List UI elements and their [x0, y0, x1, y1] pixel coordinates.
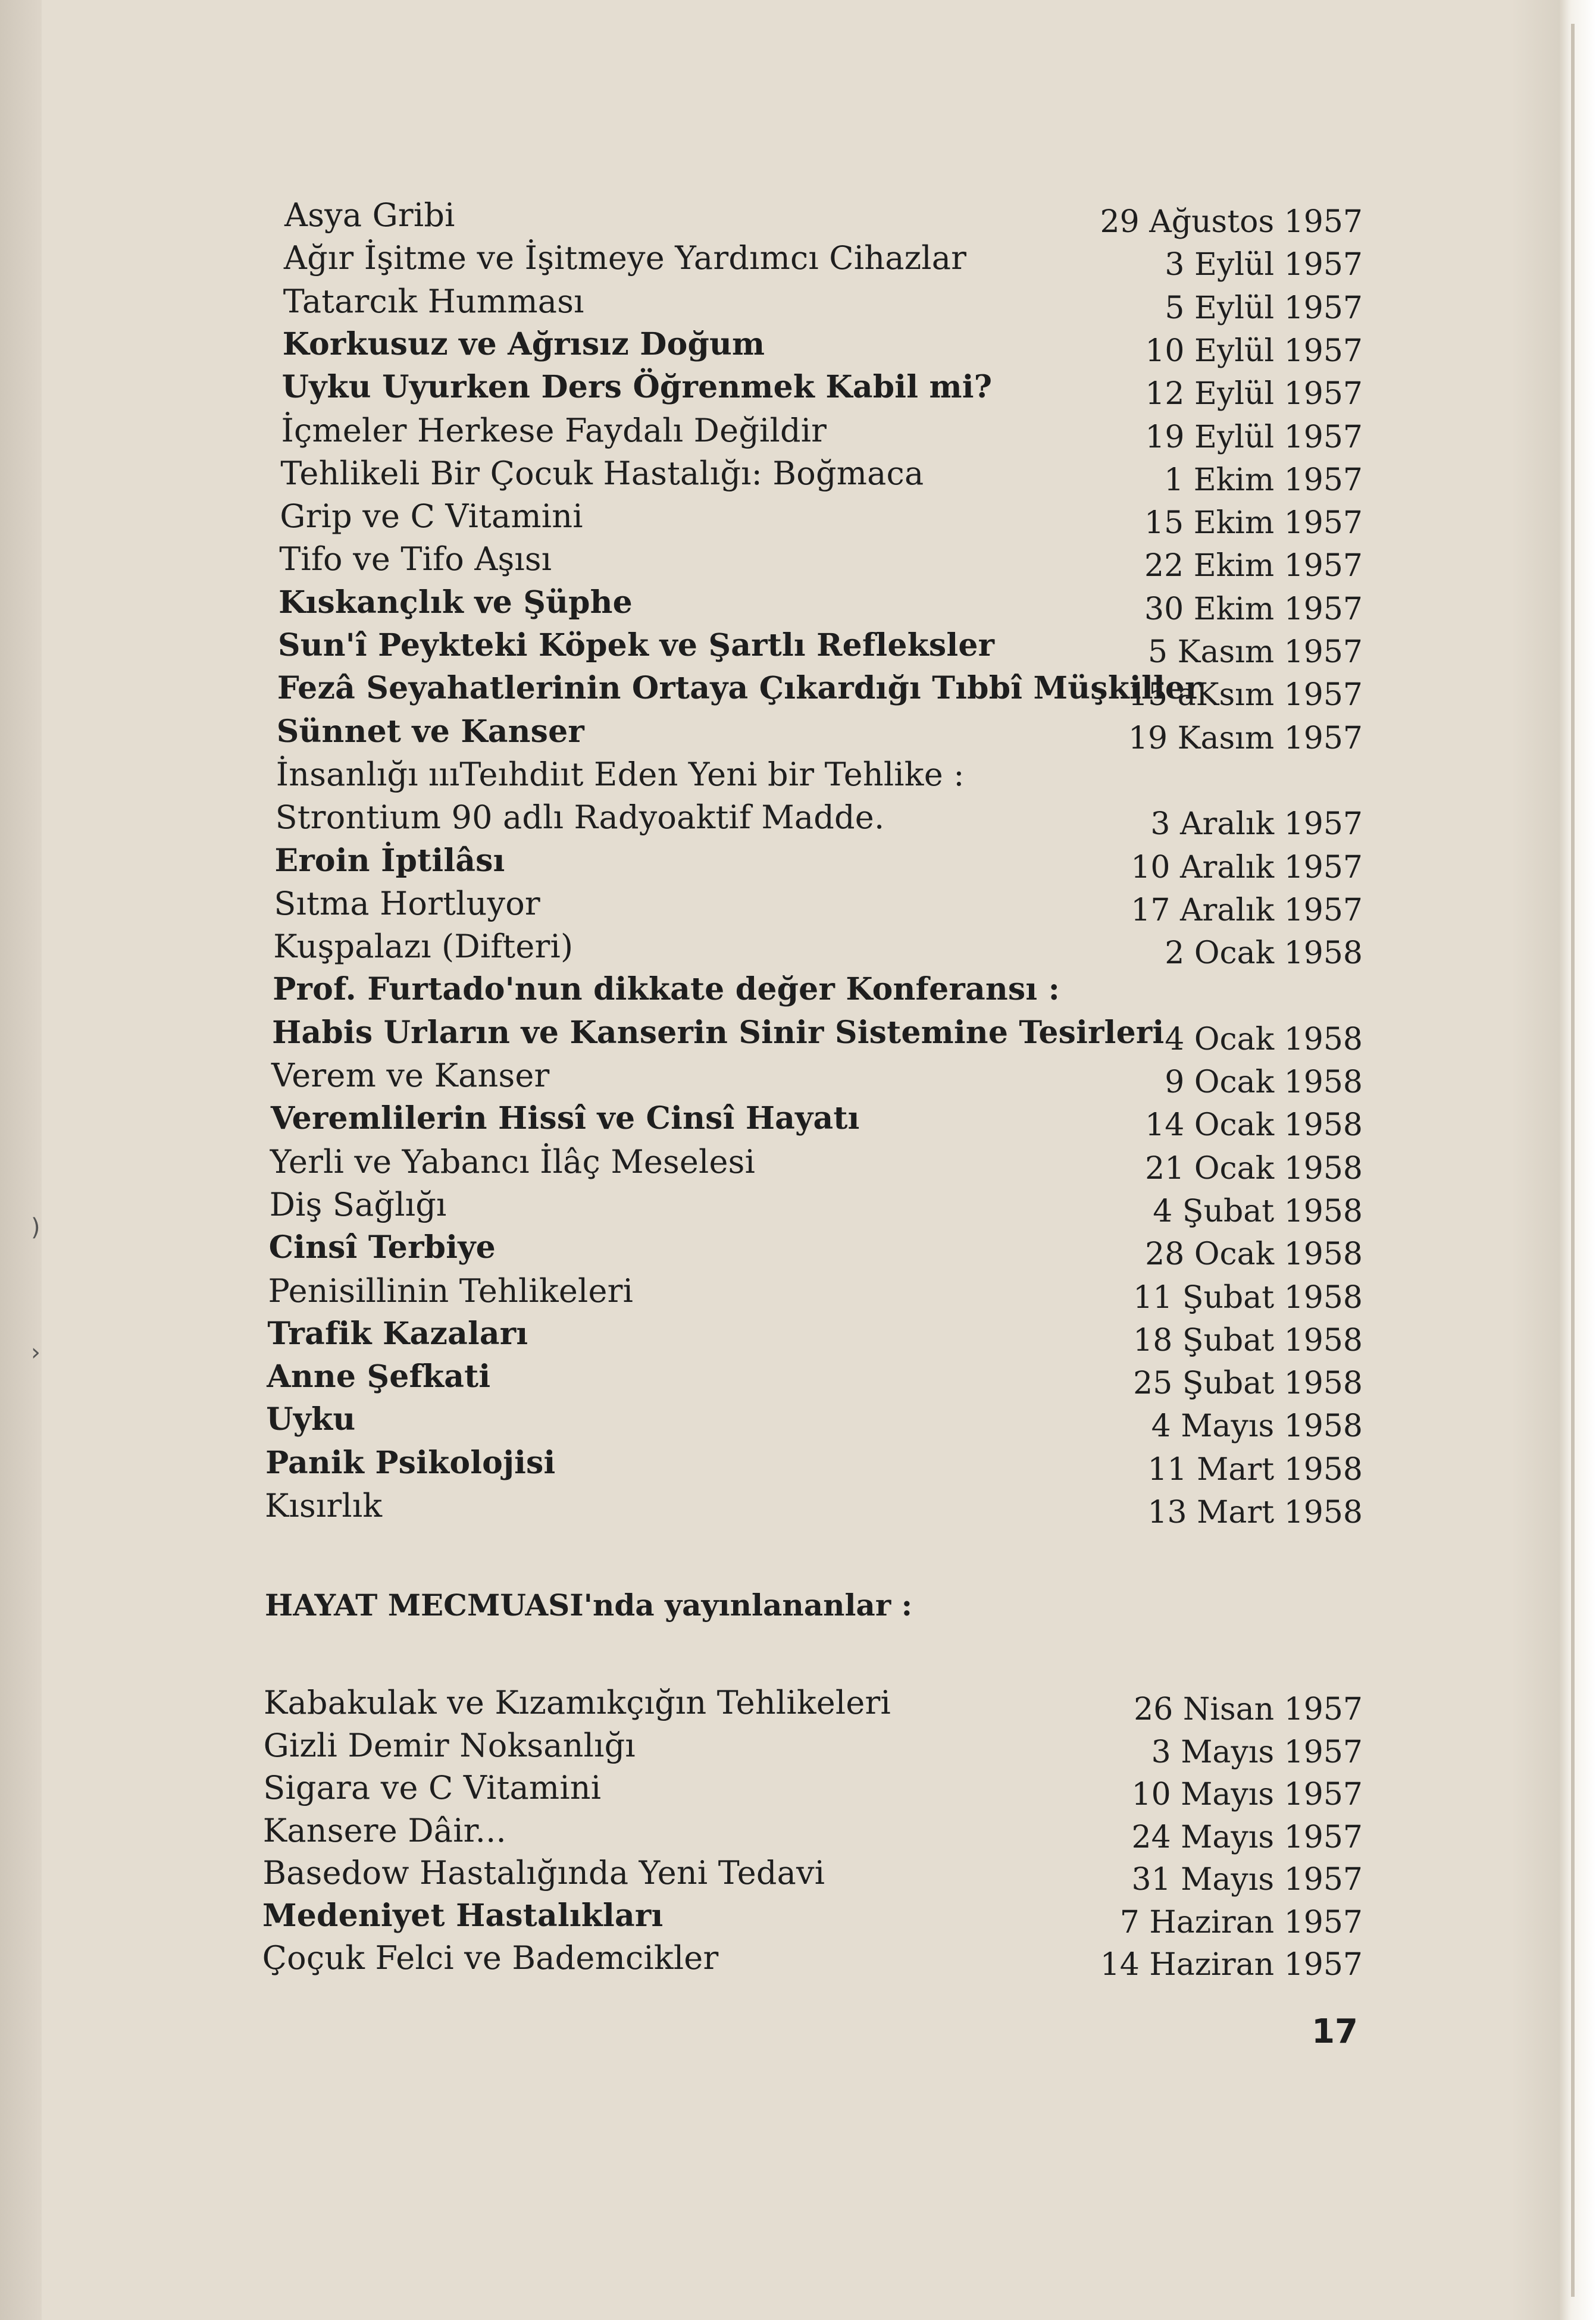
- publication-date: 22 Ekim 1957: [1144, 548, 1363, 584]
- article-title: Ağır İşitme ve İşitmeye Yardımcı Cihazlar: [283, 239, 967, 277]
- publication-date: 14 Haziran 1957: [1100, 1947, 1363, 1983]
- list-item: [0, 236, 1596, 283]
- article-title: Penisillinin Tehlikeleri: [268, 1272, 634, 1310]
- publication-date: 13 Mart 1958: [1147, 1495, 1363, 1530]
- list-item: [0, 710, 1596, 756]
- publication-date: 5 Eylül 1957: [1165, 290, 1363, 326]
- publication-date: 3 Aralık 1957: [1150, 806, 1363, 843]
- list-item: [0, 1851, 1596, 1898]
- article-title: Habis Urların ve Kanserin Sinir Sistemine Tesirleri: [272, 1014, 1165, 1051]
- publication-date: 30 Ekim 1957: [1144, 591, 1363, 627]
- article-title: Asya Gribi: [284, 196, 455, 234]
- list-item: [0, 1140, 1596, 1184]
- list-item: [0, 624, 1596, 670]
- publication-date: 21 Ocak 1958: [1145, 1150, 1363, 1186]
- list-item: [0, 1894, 1596, 1940]
- list-item: [0, 796, 1596, 843]
- list-item: [0, 666, 1596, 713]
- article-title: Tehlikeli Bir Çocuk Hastalığı: Boğmaca: [280, 454, 924, 492]
- article-title: Prof. Furtado'nun dikkate değer Konferansı :: [273, 971, 1060, 1008]
- article-title: Sıtma Hortluyor: [274, 884, 540, 922]
- publication-date: 3 Mayıs 1957: [1151, 1734, 1363, 1770]
- article-title: Verem ve Kanser: [271, 1057, 550, 1094]
- publication-date: 11 Şubat 1958: [1133, 1279, 1363, 1316]
- publication-date: 3 Eylül 1957: [1165, 247, 1363, 283]
- publication-date: 26 Nisan 1957: [1134, 1692, 1363, 1727]
- list-item: [0, 1809, 1596, 1855]
- article-title: Kabakulak ve Kızamıkçığın Tehlikeleri: [264, 1684, 891, 1721]
- article-title: Veremlilerin Hissî ve Cinsî Hayatı: [270, 1100, 860, 1137]
- article-title: Uyku: [266, 1401, 356, 1438]
- list-item: [0, 925, 1596, 972]
- publication-date: 19 Kasım 1957: [1128, 720, 1363, 756]
- publication-date: 11 Mart 1958: [1147, 1451, 1363, 1488]
- article-title: Uyku Uyurken Ders Öğrenmek Kabil mi?: [281, 369, 993, 406]
- publication-date: 1 Ekim 1957: [1164, 462, 1363, 498]
- list-item: [0, 1484, 1596, 1530]
- list-item: [0, 1936, 1596, 1983]
- article-title: Kuşpalazı (Difteri): [273, 928, 574, 966]
- publication-date: 5 Kasım 1957: [1148, 634, 1363, 670]
- publication-date: 10 Aralık 1957: [1131, 849, 1363, 885]
- article-title: Sünnet ve Kanser: [276, 713, 585, 750]
- section-heading: HAYAT MECMUASI'nda yayınlananlar :: [265, 1588, 913, 1623]
- article-title: Strontium 90 adlı Radyoaktif Madde.: [275, 799, 885, 837]
- article-title: Grip ve C Vitamini: [280, 497, 583, 536]
- article-title: Eroin İptilâsı: [274, 842, 505, 879]
- article-title: İnsanlığı ıııTeıhdiıt Eden Yeni bir Tehlike :: [276, 755, 965, 793]
- publication-date: 17 Aralık 1957: [1131, 892, 1363, 928]
- page-number: 17: [1312, 2012, 1358, 2051]
- publication-date: 19 Eylül 1957: [1145, 419, 1363, 455]
- article-title: Tatarcık Humması: [283, 282, 584, 320]
- article-title: Çoçuk Felci ve Bademcikler: [262, 1939, 719, 1977]
- list-item: [0, 1097, 1596, 1144]
- list-item: [0, 1011, 1596, 1057]
- list-item: [0, 452, 1596, 498]
- article-title: Diş Sağlığı: [269, 1185, 447, 1223]
- list-item: [0, 280, 1596, 326]
- publication-date: 7 Haziran 1957: [1119, 1904, 1363, 1940]
- list-item: [0, 323, 1596, 369]
- list-item: [0, 882, 1596, 928]
- article-title: Kansere Dâir...: [262, 1811, 506, 1849]
- publication-date: 4 Ocak 1958: [1165, 1021, 1363, 1057]
- publication-date: 15 Ekim 1957: [1144, 505, 1363, 541]
- list-item: [0, 1398, 1596, 1445]
- list-item: [0, 193, 1596, 240]
- article-title: Sigara ve C Vitamini: [263, 1769, 602, 1806]
- list-item: [0, 1681, 1596, 1727]
- article-title: Sun'î Peykteki Köpek ve Şartlı Refleksler: [278, 627, 995, 663]
- publication-date: 15 aKsım 1957: [1128, 677, 1363, 713]
- article-title: Kısırlık: [265, 1487, 383, 1524]
- article-title: Anne Şefkati: [267, 1358, 491, 1395]
- list-item: [0, 537, 1596, 584]
- article-title: Panik Psikolojisi: [265, 1444, 556, 1481]
- list-item: [0, 1226, 1596, 1273]
- article-title: Fezâ Seyahatlerinin Ortaya Çıkardığı Tıbbî Müşkiller: [277, 670, 1201, 707]
- list-item: [0, 1724, 1596, 1770]
- publication-date: 18 Şubat 1958: [1133, 1322, 1363, 1358]
- publication-date: 14 Ocak 1958: [1145, 1107, 1363, 1144]
- article-title: Yerli ve Yabancı İlâç Meselesi: [270, 1142, 756, 1181]
- margin-mark: ): [31, 1214, 40, 1241]
- list-item: [0, 1441, 1596, 1488]
- list-item: [0, 409, 1596, 455]
- article-title: Basedow Hastalığında Yeni Tedavi: [262, 1854, 825, 1892]
- publication-date: 10 Eylül 1957: [1145, 333, 1363, 369]
- list-item: [0, 1183, 1596, 1229]
- publication-date: 28 Ocak 1958: [1145, 1236, 1363, 1273]
- article-title: İçmeler Herkese Faydalı Değildir: [281, 411, 827, 449]
- publication-date: 10 Mayıs 1957: [1131, 1777, 1363, 1812]
- publication-date: 4 Mayıs 1958: [1151, 1408, 1363, 1445]
- list-item: [0, 1269, 1596, 1316]
- article-title: Trafik Kazaları: [267, 1315, 528, 1352]
- list-item: [0, 494, 1596, 541]
- margin-mark: ›: [31, 1339, 40, 1366]
- article-title: Cinsî Terbiye: [268, 1229, 496, 1266]
- publication-date: 4 Şubat 1958: [1153, 1193, 1363, 1229]
- publication-date: 9 Ocak 1958: [1165, 1064, 1363, 1100]
- list-item: [0, 1054, 1596, 1100]
- list-item: [0, 968, 1596, 1011]
- list-item: [0, 1766, 1596, 1812]
- article-title: Medeniyet Hastalıkları: [262, 1897, 664, 1934]
- list-item: [0, 839, 1596, 885]
- list-item: [0, 365, 1596, 412]
- publication-date: 2 Ocak 1958: [1165, 935, 1363, 972]
- article-title: Gizli Demir Noksanlığı: [263, 1726, 636, 1764]
- list-item: [0, 753, 1596, 796]
- article-title: Korkusuz ve Ağrısız Doğum: [282, 325, 765, 362]
- list-item: [0, 1312, 1596, 1358]
- article-title: Kıskançlık ve Şüphe: [278, 584, 633, 621]
- publication-date: 31 Mayıs 1957: [1131, 1862, 1363, 1898]
- publication-date: 12 Eylül 1957: [1145, 376, 1363, 412]
- list-item: [0, 581, 1596, 627]
- publication-date: 24 Mayıs 1957: [1131, 1819, 1363, 1855]
- publication-date: 25 Şubat 1958: [1133, 1366, 1363, 1402]
- list-item: [0, 1355, 1596, 1402]
- article-title: Tifo ve Tifo Aşısı: [279, 540, 552, 578]
- publication-date: 29 Ağustos 1957: [1100, 204, 1363, 240]
